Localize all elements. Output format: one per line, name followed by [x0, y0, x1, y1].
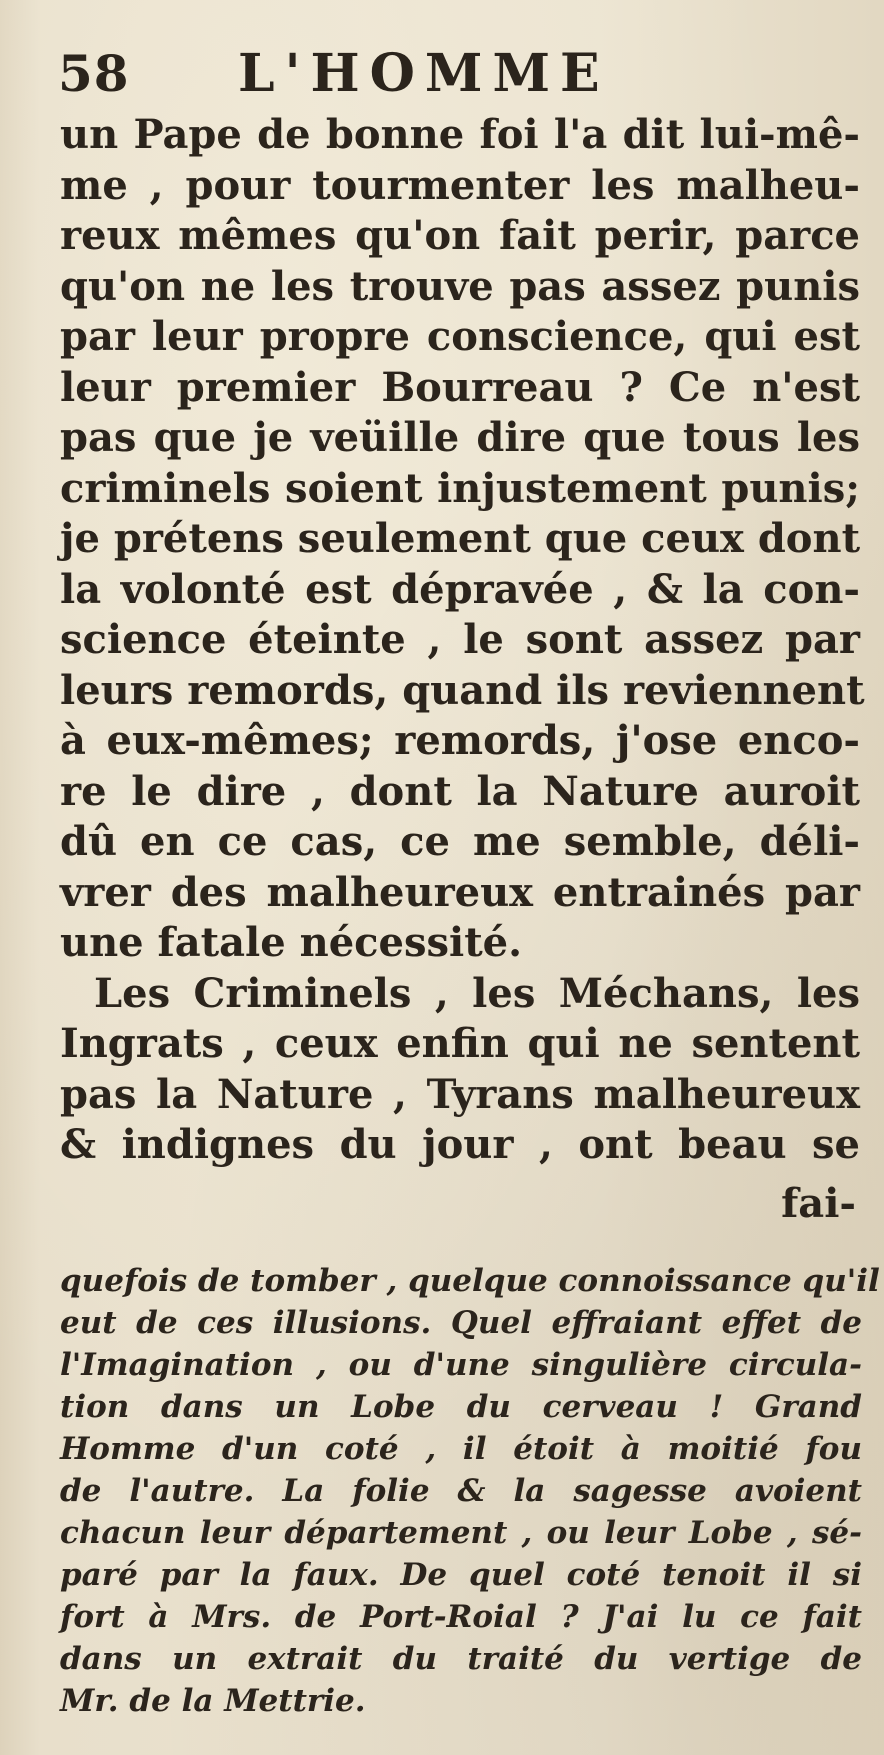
page-header [58, 44, 838, 104]
footnote-line: fort à Mrs. de Port-Roial ? J'ai lu ce fait [60, 1599, 862, 1635]
text-line: science éteinte , le sont assez par [60, 616, 860, 663]
text-line: Les Criminels , les Méchans, les [94, 969, 860, 1017]
footnote-line: quefois de tomber , quelque connoissance qu'il [60, 1263, 880, 1299]
footnote-line: de l'autre. La folie & la sagesse avoient [60, 1473, 862, 1509]
text-line: reux mêmes qu'on fait perir, parce [60, 212, 860, 259]
text-line: vrer des malheureux entrainés par [60, 868, 860, 916]
text-line: & indignes du jour , ont beau se [60, 1121, 860, 1168]
running-head: L'HOMME [238, 43, 610, 104]
text-line: re le dire , dont la Nature auroit [60, 767, 860, 815]
footnote-line: Mr. de la Mettrie. [60, 1683, 366, 1719]
text-line: Ingrats , ceux enfin qui ne sentent [60, 1020, 860, 1067]
footnote-line: eut de ces illusions. Quel effraiant effet de [60, 1305, 862, 1341]
text-line: dû en ce cas, ce me semble, déli- [60, 818, 860, 865]
text-line: une fatale nécessité. [60, 919, 523, 966]
text-line: leurs remords, quand ils reviennent [60, 666, 865, 714]
text-line: la volonté est dépravée , & la con- [60, 565, 860, 613]
text-line: qu'on ne les trouve pas assez punis [60, 262, 860, 310]
main-text [60, 110, 865, 1171]
text-line: me , pour tourmenter les malheu- [60, 161, 860, 209]
text-line: criminels soient injustement punis; [60, 464, 860, 512]
catchword: fai- [781, 1180, 856, 1227]
footnote-line: l'Imagination , ou d'une singulière circula- [60, 1347, 862, 1383]
footnote-line: chacun leur département , ou leur Lobe , sé- [60, 1515, 862, 1551]
text-line: pas que je veüille dire que tous les [60, 414, 860, 461]
page-number: 58 [58, 44, 130, 103]
footnote-line: paré par la faux. De quel coté tenoit il si [60, 1557, 862, 1593]
footnote [60, 1260, 880, 1722]
text-line: je prétens seulement que ceux dont [60, 515, 861, 562]
footnote-line: Homme d'un coté , il étoit à moitié fou [60, 1431, 862, 1467]
text-line: leur premier Bourreau ? Ce n'est [60, 363, 860, 411]
text-line: par leur propre conscience, qui est [60, 313, 860, 360]
footnote-line: dans un extrait du traité du vertige de [60, 1641, 862, 1677]
text-line: un Pape de bonne foi l'a dit lui-mê- [60, 111, 860, 158]
footnote-line: tion dans un Lobe du cerveau ! Grand [60, 1389, 862, 1425]
text-line: à eux-mêmes; remords, j'ose enco- [60, 717, 860, 764]
text-line: pas la Nature , Tyrans malheureux [60, 1070, 860, 1118]
